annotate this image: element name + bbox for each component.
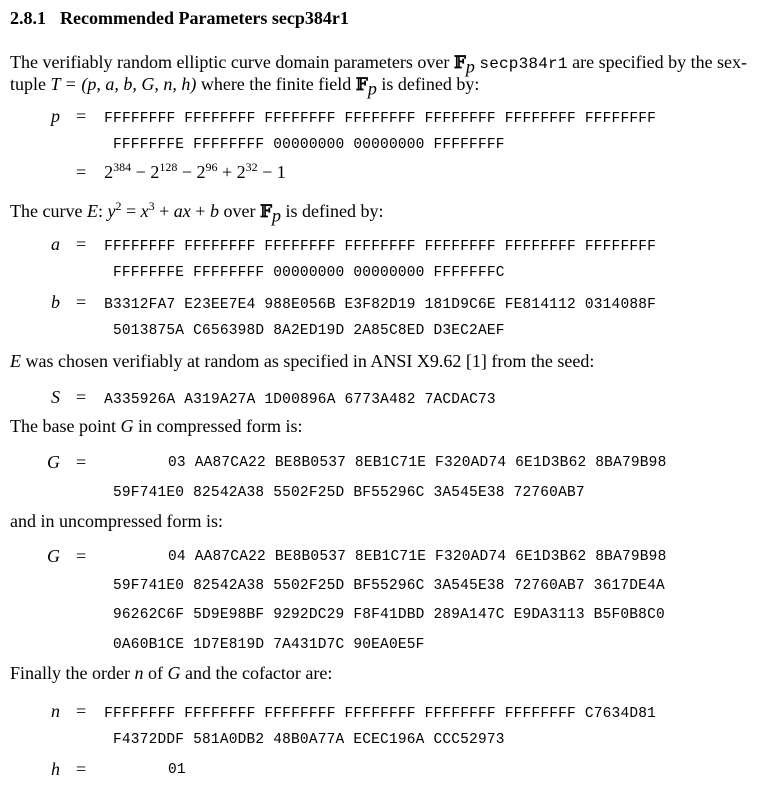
g-equals-2: =	[76, 546, 87, 566]
g-uncompressed-hex-line-1: 04 AA87CA22 BE8B0537 8EB1C71E F320AD74 6E1D3B62 8BA79B98	[168, 549, 667, 565]
g-uncompressed-hex-line-3: 96262C6F 5D9E98BF 9292DC29 F8F41DBD 289A147C E9DA3113 B5F0B8C0	[113, 607, 665, 623]
g-compressed-hex-line-2: 59F741E0 82542A38 5502F25D BF55296C 3A545E38 72760AB7	[113, 485, 585, 501]
s-row	[40, 387, 496, 408]
intro-text-3: tuple	[10, 74, 51, 94]
b-equals: =	[76, 292, 87, 312]
h-row	[40, 759, 86, 780]
b-row-1	[40, 292, 656, 313]
a-symbol: a	[51, 234, 60, 254]
curve-text: The curve E: $y^2 = x^3$ + ax + b over 𝔽$_p$ is defined by:	[10, 199, 384, 226]
tuple-expression: T = (p, a, b, G, n, h)	[50, 74, 197, 94]
p-hex-line-1: FFFFFFFF FFFFFFFF FFFFFFFF FFFFFFFF FFFFFFFF FFFFFFFF FFFFFFFF	[104, 111, 657, 127]
n-row-1	[40, 701, 656, 722]
b-symbol: b	[51, 292, 60, 312]
g-symbol-2: G	[47, 546, 60, 566]
a-row-1	[40, 234, 656, 255]
seed-text: E was chosen verifiably at random as specified in ANSI X9.62 [1] from the seed:	[10, 351, 595, 371]
s-hex-value: A335926A A319A27A 1D00896A 6773A482 7ACDAC73	[104, 392, 496, 408]
compressed-text: The base point G in compressed form is:	[10, 416, 303, 436]
curve-name: secp384r1	[479, 55, 568, 73]
s-symbol: S	[51, 387, 60, 407]
p-row-1	[40, 106, 656, 127]
p-equals: =	[76, 106, 87, 126]
g-uncompressed-hex-line-2: 59F741E0 82542A38 5502F25D BF55296C 3A545E38 72760AB7 3617DE4A	[113, 578, 665, 594]
p-symbol: p	[51, 106, 60, 126]
p-hex-line-2: FFFFFFFE FFFFFFFF 00000000 00000000 FFFFFFFF	[113, 137, 505, 153]
g-compressed-row-1	[40, 452, 86, 473]
section-heading	[10, 8, 349, 29]
order-text: Finally the order n of G and the cofactor are:	[10, 663, 333, 683]
a-equals: =	[76, 234, 87, 254]
g-symbol: G	[47, 452, 60, 472]
p-formula: $2^{384} - 2^{128} - 2^{96} + 2^{32} - 1$	[104, 160, 286, 182]
uncompressed-text: and in uncompressed form is:	[10, 511, 223, 531]
section-title: Recommended Parameters secp384r1	[60, 8, 349, 28]
field-subscript: p	[465, 56, 475, 77]
b-hex-line-1: B3312FA7 E23EE7E4 988E056B E3F82D19 181D9C6E FE814112 0314088F	[104, 297, 657, 313]
a-hex-line-2: FFFFFFFE FFFFFFFF 00000000 00000000 FFFFFFFC	[113, 265, 505, 281]
intro-text-4: where the finite field	[196, 74, 356, 94]
h-equals: =	[76, 759, 87, 779]
n-equals: =	[76, 701, 87, 721]
g-compressed-hex-line-1: 03 AA87CA22 BE8B0537 8EB1C71E F320AD74 6E1D3B62 8BA79B98	[168, 455, 667, 471]
field-subscript-2: p	[367, 78, 377, 99]
s-equals: =	[76, 387, 87, 407]
h-value: 01	[168, 762, 186, 778]
field-symbol: 𝔽	[453, 53, 466, 73]
intro-line-2	[10, 73, 479, 100]
g-equals: =	[76, 452, 87, 472]
n-hex-line-2: F4372DDF 581A0DB2 48B0A77A ECEC196A CCC52973	[113, 732, 505, 748]
intro-text-1: The verifiably random elliptic curve domain parameters over	[10, 52, 454, 72]
n-symbol: n	[51, 701, 60, 721]
g-uncompressed-row-1	[40, 546, 86, 567]
n-hex-line-1: FFFFFFFF FFFFFFFF FFFFFFFF FFFFFFFF FFFFFFFF FFFFFFFF C7634D81	[104, 706, 657, 722]
b-hex-line-2: 5013875A C656398D 8A2ED19D 2A85C8ED D3EC2AEF	[113, 323, 505, 339]
h-symbol: h	[51, 759, 60, 779]
p-formula-row	[40, 160, 286, 183]
a-hex-line-1: FFFFFFFF FFFFFFFF FFFFFFFF FFFFFFFF FFFFFFFF FFFFFFFF FFFFFFFF	[104, 239, 657, 255]
intro-text-5: is defined by:	[376, 74, 480, 94]
p-equals-2: =	[76, 162, 87, 182]
section-number: 2.8.1	[10, 8, 46, 28]
field-symbol-2: 𝔽	[355, 75, 368, 95]
intro-text-2: are specified by the sex-	[567, 52, 748, 72]
g-uncompressed-hex-line-4: 0A60B1CE 1D7E819D 7A431D7C 90EA0E5F	[113, 637, 425, 653]
